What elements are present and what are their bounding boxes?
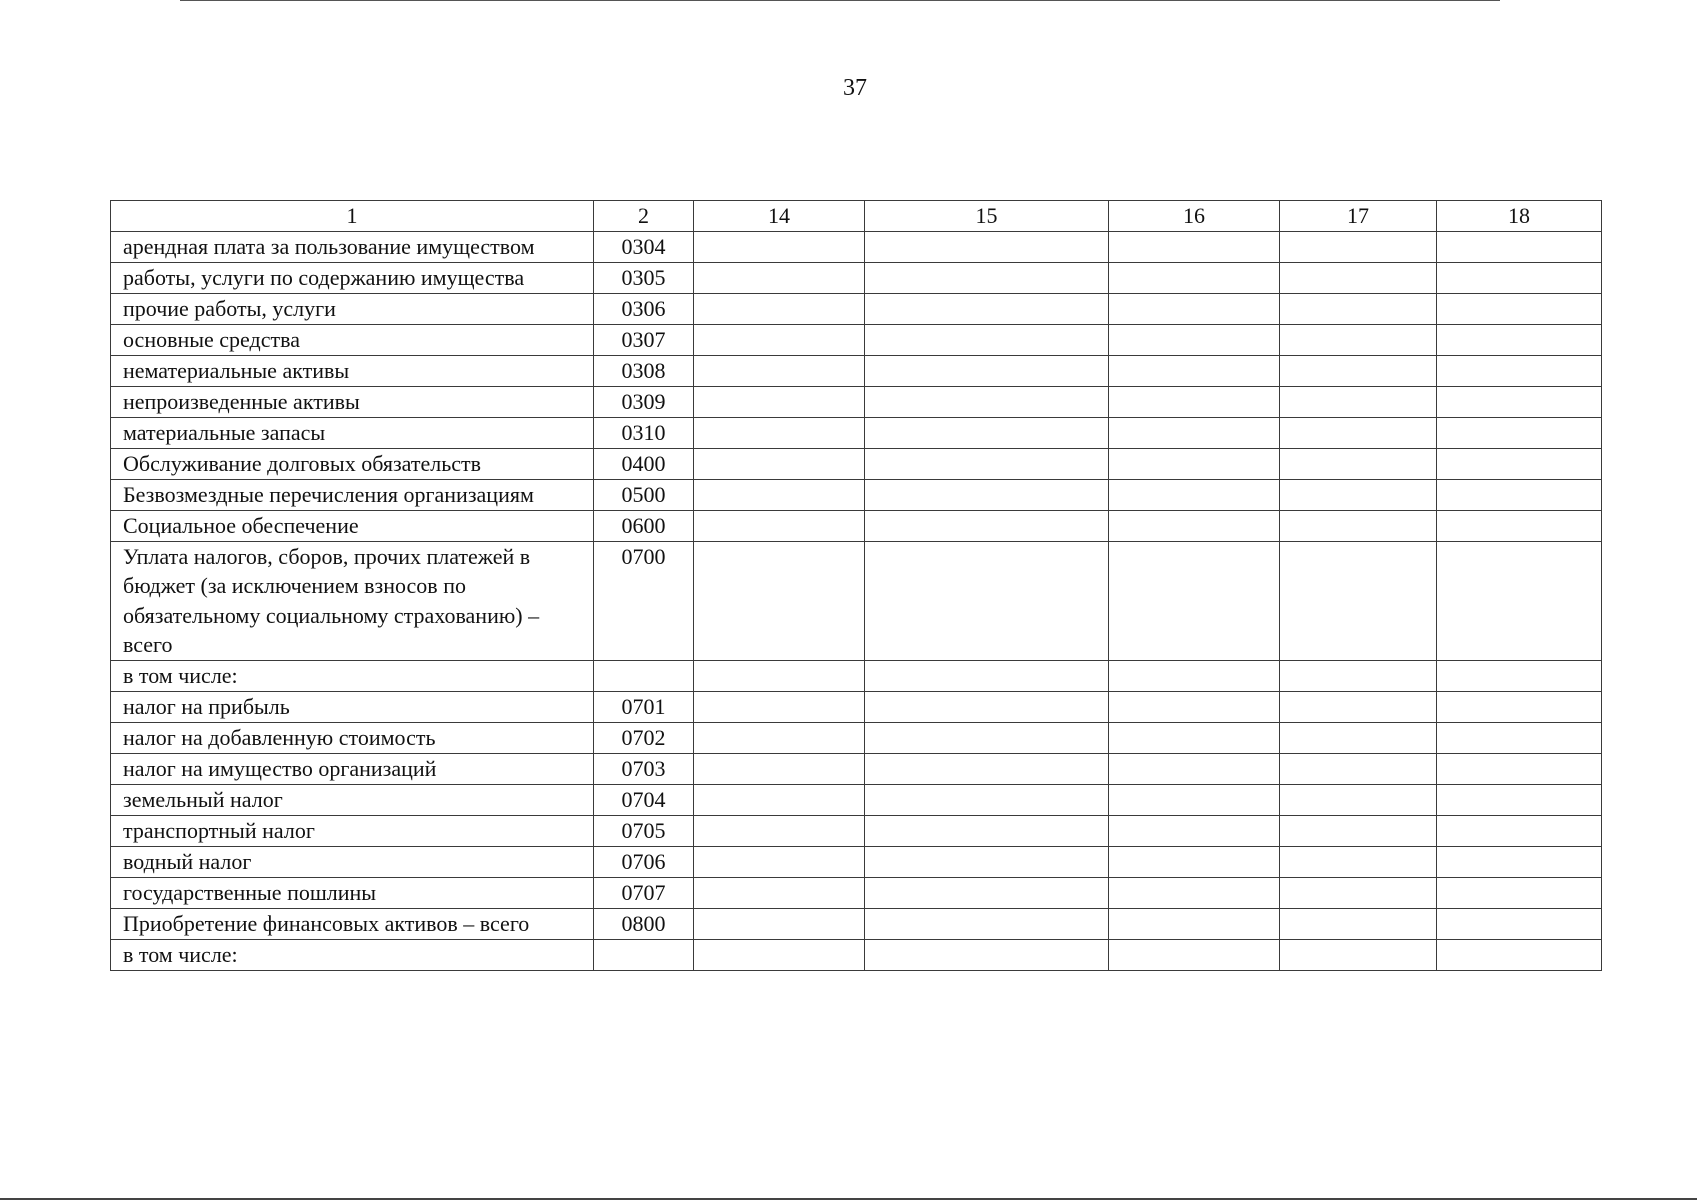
value-cell-col-15[interactable]	[865, 541, 1109, 660]
value-cell-col-14[interactable]	[694, 784, 865, 815]
value-cell-col-17[interactable]	[1280, 877, 1437, 908]
row-code: 0304	[594, 231, 694, 262]
value-cell-col-17[interactable]	[1280, 231, 1437, 262]
value-cell-col-14[interactable]	[694, 846, 865, 877]
row-code	[594, 939, 694, 970]
row-label: государственные пошлины	[111, 877, 594, 908]
table-body	[111, 231, 1602, 970]
value-cell-col-15[interactable]	[865, 939, 1109, 970]
value-cell-col-16[interactable]	[1109, 293, 1280, 324]
column-header-18: 18	[1437, 201, 1602, 232]
value-cell-col-14[interactable]	[694, 510, 865, 541]
value-cell-col-17[interactable]	[1280, 908, 1437, 939]
row-label: работы, услуги по содержанию имущества	[111, 262, 594, 293]
value-cell-col-15[interactable]	[865, 510, 1109, 541]
value-cell-col-17[interactable]	[1280, 479, 1437, 510]
row-code	[594, 660, 694, 691]
value-cell-col-16[interactable]	[1109, 417, 1280, 448]
row-code: 0308	[594, 355, 694, 386]
value-cell-col-16[interactable]	[1109, 908, 1280, 939]
scan-top-edge	[180, 0, 1500, 1]
value-cell-col-18[interactable]	[1437, 262, 1602, 293]
table-row	[111, 386, 1602, 417]
table-row	[111, 417, 1602, 448]
row-label: налог на имущество организаций	[111, 753, 594, 784]
value-cell-col-18[interactable]	[1437, 386, 1602, 417]
value-cell-col-15[interactable]	[865, 753, 1109, 784]
row-label: водный налог	[111, 846, 594, 877]
value-cell-col-14[interactable]	[694, 231, 865, 262]
column-header-17: 17	[1280, 201, 1437, 232]
row-code: 0310	[594, 417, 694, 448]
row-label: земельный налог	[111, 784, 594, 815]
table-row	[111, 324, 1602, 355]
value-cell-col-14[interactable]	[694, 417, 865, 448]
row-label: прочие работы, услуги	[111, 293, 594, 324]
column-header-1: 1	[111, 201, 594, 232]
value-cell-col-16[interactable]	[1109, 815, 1280, 846]
value-cell-col-17[interactable]	[1280, 262, 1437, 293]
table-row	[111, 784, 1602, 815]
value-cell-col-16[interactable]	[1109, 691, 1280, 722]
value-cell-col-18[interactable]	[1437, 784, 1602, 815]
row-code: 0309	[594, 386, 694, 417]
row-code: 0305	[594, 262, 694, 293]
value-cell-col-18[interactable]	[1437, 510, 1602, 541]
value-cell-col-18[interactable]	[1437, 660, 1602, 691]
value-cell-col-14[interactable]	[694, 541, 865, 660]
value-cell-col-15[interactable]	[865, 877, 1109, 908]
value-cell-col-14[interactable]	[694, 908, 865, 939]
value-cell-col-17[interactable]	[1280, 324, 1437, 355]
value-cell-col-15[interactable]	[865, 355, 1109, 386]
row-code: 0704	[594, 784, 694, 815]
report-table	[110, 200, 1602, 971]
value-cell-col-14[interactable]	[694, 324, 865, 355]
table-row	[111, 510, 1602, 541]
value-cell-col-15[interactable]	[865, 908, 1109, 939]
table-row	[111, 660, 1602, 691]
table-row	[111, 815, 1602, 846]
table-row	[111, 355, 1602, 386]
row-code: 0307	[594, 324, 694, 355]
row-label: основные средства	[111, 324, 594, 355]
row-label: налог на прибыль	[111, 691, 594, 722]
row-code: 0703	[594, 753, 694, 784]
value-cell-col-14[interactable]	[694, 939, 865, 970]
value-cell-col-17[interactable]	[1280, 510, 1437, 541]
row-label: нематериальные активы	[111, 355, 594, 386]
value-cell-col-16[interactable]	[1109, 877, 1280, 908]
value-cell-col-18[interactable]	[1437, 877, 1602, 908]
value-cell-col-18[interactable]	[1437, 541, 1602, 660]
value-cell-col-17[interactable]	[1280, 815, 1437, 846]
table-row	[111, 722, 1602, 753]
row-code: 0400	[594, 448, 694, 479]
value-cell-col-18[interactable]	[1437, 417, 1602, 448]
value-cell-col-17[interactable]	[1280, 386, 1437, 417]
value-cell-col-16[interactable]	[1109, 541, 1280, 660]
value-cell-col-15[interactable]	[865, 691, 1109, 722]
value-cell-col-16[interactable]	[1109, 262, 1280, 293]
value-cell-col-17[interactable]	[1280, 753, 1437, 784]
value-cell-col-14[interactable]	[694, 293, 865, 324]
row-code: 0701	[594, 691, 694, 722]
value-cell-col-18[interactable]	[1437, 293, 1602, 324]
row-label: в том числе:	[111, 660, 594, 691]
row-code: 0306	[594, 293, 694, 324]
table-row	[111, 939, 1602, 970]
value-cell-col-18[interactable]	[1437, 479, 1602, 510]
value-cell-col-16[interactable]	[1109, 722, 1280, 753]
table-row	[111, 846, 1602, 877]
row-code: 0600	[594, 510, 694, 541]
value-cell-col-16[interactable]	[1109, 510, 1280, 541]
value-cell-col-14[interactable]	[694, 722, 865, 753]
row-code: 0705	[594, 815, 694, 846]
row-label: Безвозмездные перечисления организациям	[111, 479, 594, 510]
value-cell-col-18[interactable]	[1437, 231, 1602, 262]
table-row	[111, 877, 1602, 908]
value-cell-col-16[interactable]	[1109, 479, 1280, 510]
value-cell-col-18[interactable]	[1437, 846, 1602, 877]
value-cell-col-14[interactable]	[694, 815, 865, 846]
value-cell-col-16[interactable]	[1109, 448, 1280, 479]
value-cell-col-17[interactable]	[1280, 355, 1437, 386]
row-label: Обслуживание долговых обязательств	[111, 448, 594, 479]
value-cell-col-15[interactable]	[865, 784, 1109, 815]
column-header-14: 14	[694, 201, 865, 232]
value-cell-col-17[interactable]	[1280, 293, 1437, 324]
value-cell-col-16[interactable]	[1109, 784, 1280, 815]
value-cell-col-17[interactable]	[1280, 846, 1437, 877]
value-cell-col-16[interactable]	[1109, 324, 1280, 355]
value-cell-col-16[interactable]	[1109, 939, 1280, 970]
value-cell-col-14[interactable]	[694, 877, 865, 908]
value-cell-col-18[interactable]	[1437, 355, 1602, 386]
value-cell-col-18[interactable]	[1437, 448, 1602, 479]
table-row	[111, 479, 1602, 510]
value-cell-col-15[interactable]	[865, 293, 1109, 324]
value-cell-col-15[interactable]	[865, 660, 1109, 691]
value-cell-col-18[interactable]	[1437, 753, 1602, 784]
table-row	[111, 691, 1602, 722]
value-cell-col-18[interactable]	[1437, 908, 1602, 939]
value-cell-col-17[interactable]	[1280, 691, 1437, 722]
row-label: Приобретение финансовых активов – всего	[111, 908, 594, 939]
value-cell-col-18[interactable]	[1437, 691, 1602, 722]
value-cell-col-14[interactable]	[694, 355, 865, 386]
row-label: в том числе:	[111, 939, 594, 970]
row-label: Уплата налогов, сборов, прочих платежей в бюджет (за исключением взносов по обязательному социальному страхованию) – всего	[111, 541, 594, 660]
value-cell-col-15[interactable]	[865, 386, 1109, 417]
value-cell-col-15[interactable]	[865, 262, 1109, 293]
value-cell-col-17[interactable]	[1280, 784, 1437, 815]
value-cell-col-18[interactable]	[1437, 815, 1602, 846]
value-cell-col-17[interactable]	[1280, 660, 1437, 691]
value-cell-col-16[interactable]	[1109, 355, 1280, 386]
column-header-15: 15	[865, 201, 1109, 232]
value-cell-col-16[interactable]	[1109, 753, 1280, 784]
column-header-2: 2	[594, 201, 694, 232]
value-cell-col-15[interactable]	[865, 324, 1109, 355]
table-row	[111, 753, 1602, 784]
row-code: 0800	[594, 908, 694, 939]
value-cell-col-15[interactable]	[865, 815, 1109, 846]
value-cell-col-15[interactable]	[865, 722, 1109, 753]
value-cell-col-14[interactable]	[694, 448, 865, 479]
value-cell-col-14[interactable]	[694, 691, 865, 722]
value-cell-col-16[interactable]	[1109, 386, 1280, 417]
row-label: материальные запасы	[111, 417, 594, 448]
table-row	[111, 908, 1602, 939]
value-cell-col-17[interactable]	[1280, 939, 1437, 970]
table-row	[111, 541, 1602, 660]
row-label: Социальное обеспечение	[111, 510, 594, 541]
value-cell-col-16[interactable]	[1109, 846, 1280, 877]
row-label: арендная плата за пользование имуществом	[111, 231, 594, 262]
value-cell-col-16[interactable]	[1109, 231, 1280, 262]
value-cell-col-18[interactable]	[1437, 324, 1602, 355]
value-cell-col-14[interactable]	[694, 753, 865, 784]
page-number: 37	[843, 75, 867, 101]
row-label: транспортный налог	[111, 815, 594, 846]
row-code: 0702	[594, 722, 694, 753]
value-cell-col-17[interactable]	[1280, 722, 1437, 753]
value-cell-col-15[interactable]	[865, 417, 1109, 448]
value-cell-col-14[interactable]	[694, 479, 865, 510]
value-cell-col-15[interactable]	[865, 231, 1109, 262]
value-cell-col-14[interactable]	[694, 660, 865, 691]
row-code: 0706	[594, 846, 694, 877]
table-row	[111, 293, 1602, 324]
row-label: непроизведенные активы	[111, 386, 594, 417]
value-cell-col-17[interactable]	[1280, 417, 1437, 448]
table-row	[111, 231, 1602, 262]
value-cell-col-16[interactable]	[1109, 660, 1280, 691]
value-cell-col-15[interactable]	[865, 479, 1109, 510]
table-row	[111, 448, 1602, 479]
value-cell-col-14[interactable]	[694, 262, 865, 293]
row-label: налог на добавленную стоимость	[111, 722, 594, 753]
value-cell-col-18[interactable]	[1437, 722, 1602, 753]
column-number-row	[111, 201, 1602, 232]
table-row	[111, 262, 1602, 293]
value-cell-col-17[interactable]	[1280, 541, 1437, 660]
value-cell-col-17[interactable]	[1280, 448, 1437, 479]
value-cell-col-18[interactable]	[1437, 939, 1602, 970]
row-code: 0500	[594, 479, 694, 510]
row-code: 0707	[594, 877, 694, 908]
value-cell-col-14[interactable]	[694, 386, 865, 417]
value-cell-col-15[interactable]	[865, 448, 1109, 479]
row-code: 0700	[594, 541, 694, 660]
value-cell-col-15[interactable]	[865, 846, 1109, 877]
column-header-16: 16	[1109, 201, 1280, 232]
